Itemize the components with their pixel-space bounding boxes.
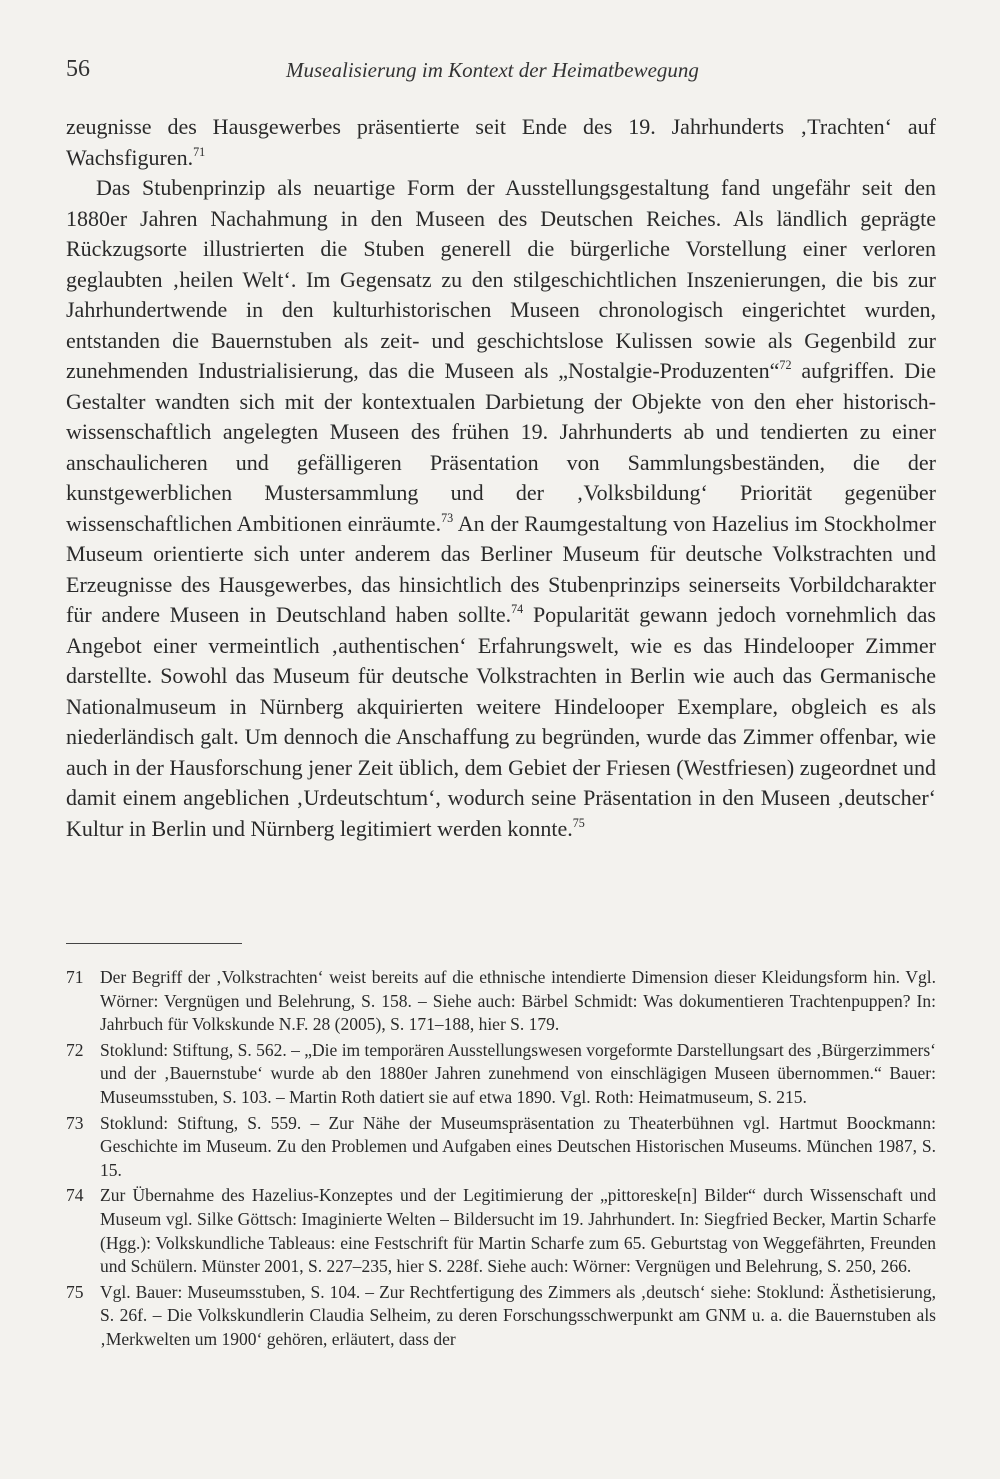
footnote-ref-72[interactable]: 72 bbox=[779, 357, 792, 372]
paragraph-2-text-b: aufgriffen. Die Gestalter wandten sich mit der kontextualen Darbietung der Objekte von den eher historisch-wissenschaftlich angelegten Museen des frühen 19. Jahrhunderts ab und tendierten zu einer anschaulicheren und gefälligeren Präsentation von Sammlungsbeständen, die der kunstgewerblichen Mustersammlung und der ‚Volksbildung‘ Priorität gegenüber wissenschaftlichen Ambitionen einräumte. bbox=[66, 358, 936, 536]
footnote-73 bbox=[66, 1112, 936, 1183]
footnote-ref-73[interactable]: 73 bbox=[441, 510, 454, 525]
footnote-ref-71[interactable]: 71 bbox=[193, 144, 206, 159]
footnote-74 bbox=[66, 1184, 936, 1278]
footnote-text: Der Begriff der ‚Volkstrachten‘ weist bereits auf die ethnische intendierte Dimension dieser Kleidungsform hin. Vgl. Wörner: Vergnügen und Belehrung, S. 158. – Siehe auch: Bärbel Schmidt: Was dokumentieren Trachtenpuppen? In: Jahrbuch für Volkskunde N.F. 28 (2005), S. 171–188, hier S. 179. bbox=[100, 967, 936, 1035]
footnote-72 bbox=[66, 1039, 936, 1110]
footnote-separator bbox=[66, 943, 242, 944]
paragraph-1 bbox=[66, 112, 936, 173]
footnote-ref-74[interactable]: 74 bbox=[511, 601, 524, 616]
footnote-number: 75 bbox=[66, 1281, 84, 1302]
footnote-text: Stoklund: Stiftung, S. 562. – „Die im temporären Ausstellungswesen vorgeformte Darstellungsart des ‚Bürgerzimmers‘ und der ‚Bauernstube‘ wurde ab den 1880er Jahren zunehmend von einschlägigen Museen übernommen.“ Bauer: Museumsstuben, S. 103. – Martin Roth datiert sie auf etwa 1890. Vgl. Roth: Heimatmuseum, S. 215. bbox=[100, 1039, 936, 1107]
footnote-text: Vgl. Bauer: Museumsstuben, S. 104. – Zur Rechtfertigung des Zimmers als ‚deutsch‘ siehe: Stoklund: Ästhetisierung, S. 26f. – Die Volkskundlerin Claudia Selheim, zu deren Forschungsschwerpunkt am GNM u. a. die Bauernstuben als ‚Merkwelten um 1900‘ gehören, erläutert, dass der bbox=[100, 1281, 936, 1349]
footnote-75 bbox=[66, 1281, 936, 1352]
running-title: Musealisierung im Kontext der Heimatbewegung bbox=[286, 58, 699, 82]
page-number: 56 bbox=[66, 56, 90, 82]
footnotes bbox=[66, 966, 936, 1354]
paragraph-2-text-a: Das Stubenprinzip als neuartige Form der Ausstellungsgestaltung fand ungefähr seit den 1880er Jahren Nachahmung in den Museen des Deutschen Reiches. Als ländlich geprägte Rückzugsorte illustrierten die Stuben generell die bürgerliche Vorstellung einer verloren geglaubten ‚heilen Welt‘. Im Gegensatz zu den stilgeschichtlichen Inszenierungen, die bis zur Jahrhundertwende in den kulturhistorischen Museen chronologisch eingerichtet wurden, entstanden die Bauernstuben als zeit- und geschichtslose Kulissen sowie als Gegenbild zur zunehmenden Industrialisierung, das die Museen als „Nostalgie-Produzenten“ bbox=[66, 175, 936, 383]
paragraph-2-text-d: Popularität gewann jedoch vornehmlich das Angebot einer vermeintlich ‚authentischen‘ Erfahrungswelt, wie es das Hindelooper Zimmer darstellte. Sowohl das Museum für deutsche Volkstrachten in Berlin wie auch das Germanische Nationalmuseum in Nürnberg akquirierten weitere Hindelooper Exemplare, obgleich es als niederländisch galt. Um dennoch die Anschaffung zu begründen, wurde das Zimmer offenbar, wie auch in der Hausforschung jener Zeit üblich, dem Gebiet der Friesen (Westfriesen) zugeordnet und damit einem angeblichen ‚Urdeutschtum‘, wodurch seine Präsentation in den Museen ‚deutscher‘ Kultur in Berlin und Nürnberg legitimiert werden konnte. bbox=[66, 602, 936, 841]
footnote-text: Stoklund: Stiftung, S. 559. – Zur Nähe der Museumspräsentation zu Theaterbühnen vgl. Hartmut Boockmann: Geschichte im Museum. Zu den Problemen und Aufgaben eines Deutschen Historischen Museums. München 1987, S. 15. bbox=[100, 1112, 936, 1180]
footnote-number: 73 bbox=[66, 1112, 84, 1133]
footnote-ref-75[interactable]: 75 bbox=[572, 815, 585, 830]
main-text bbox=[66, 112, 936, 844]
paragraph-2-text-c: An der Raumgestaltung von Hazelius im Stockholmer Museum orientierte sich unter anderem das Berliner Museum für deutsche Volkstrachten und Erzeugnisse des Hausgewerbes, das hinsichtlich des Stubenprinzips seinerseits Vorbildcharakter für andere Museen in Deutschland haben sollte. bbox=[66, 510, 936, 627]
page-header bbox=[66, 56, 936, 92]
footnote-number: 74 bbox=[66, 1185, 84, 1206]
paragraph-2 bbox=[66, 173, 936, 844]
footnote-number: 72 bbox=[66, 1039, 84, 1060]
footnote-71 bbox=[66, 966, 936, 1037]
footnote-number: 71 bbox=[66, 967, 84, 987]
paragraph-1-text: zeugnisse des Hausgewerbes präsentierte seit Ende des 19. Jahrhunderts ‚Trachten‘ auf Wachsfiguren. bbox=[66, 114, 936, 170]
footnote-text: Zur Übernahme des Hazelius-Konzeptes und der Legitimierung der „pittoreske[n] Bilder“ durch Wissenschaft und Museum vgl. Silke Göttsch: Imaginierte Welten – Bildersucht im 19. Jahrhundert. In: Siegfried Becker, Martin Scharfe (Hgg.): Volkskundliche Tableaus: eine Festschrift für Martin Scharfe zum 65. Geburtstag von Weggefährten, Freunden und Schülern. Münster 2001, S. 227–235, hier S. 228f. Siehe auch: Wörner: Vergnügen und Belehrung, S. 250, 266. bbox=[100, 1185, 936, 1277]
